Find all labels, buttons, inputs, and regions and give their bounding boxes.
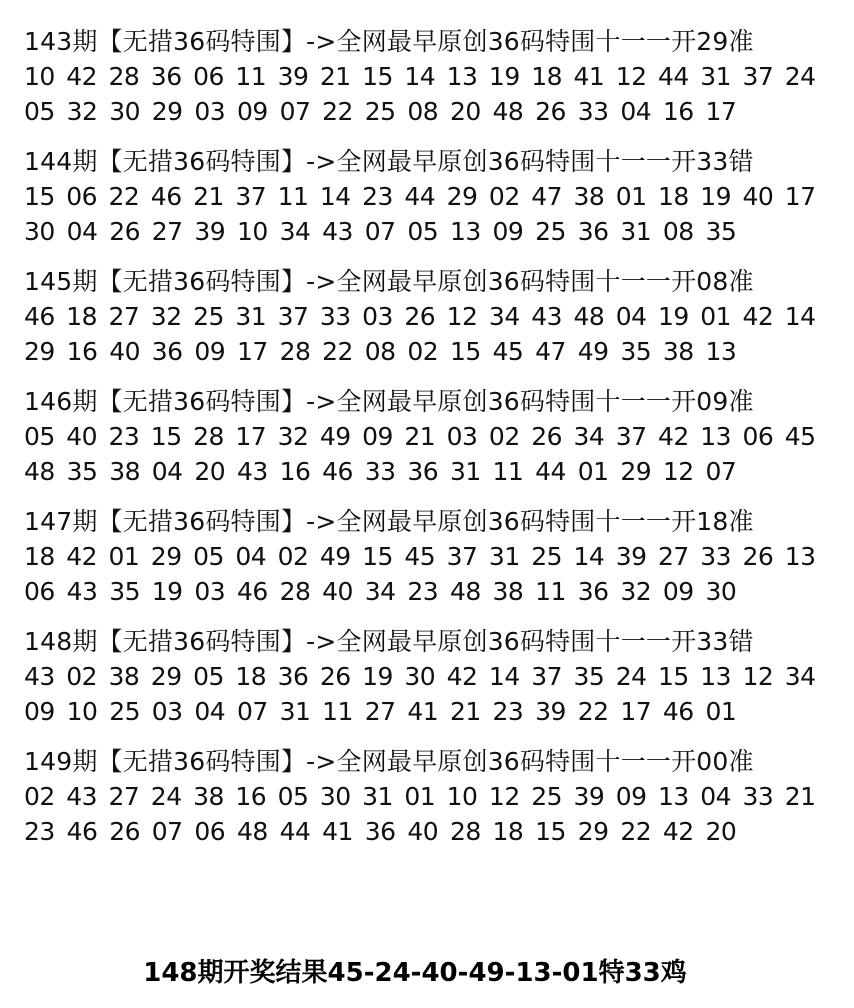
number-cell: 11 (492, 457, 524, 486)
number-cell: 19 (362, 662, 393, 691)
number-row (24, 94, 811, 129)
number-cell: 49 (319, 542, 351, 571)
number-cell: 14 (784, 302, 816, 331)
number-cell: 34 (279, 217, 311, 246)
number-cell: 42 (66, 62, 98, 91)
number-cell: 28 (279, 577, 311, 606)
number-row (24, 694, 811, 729)
number-row (24, 574, 811, 609)
number-cell: 22 (108, 182, 140, 211)
number-cell: 43 (236, 457, 268, 486)
number-cell: 31 (488, 542, 520, 571)
number-cell: 15 (449, 337, 481, 366)
number-cell: 31 (620, 217, 652, 246)
number-cell: 27 (108, 782, 140, 811)
number-cell: 43 (24, 662, 55, 691)
number-cell: 09 (492, 217, 524, 246)
number-cell: 40 (66, 422, 98, 451)
number-cell: 19 (700, 182, 732, 211)
number-row (24, 454, 811, 489)
number-cell: 15 (362, 542, 393, 571)
number-cell: 12 (446, 302, 478, 331)
number-cell: 31 (700, 62, 732, 91)
number-cell: 04 (615, 302, 647, 331)
number-cell: 26 (531, 422, 562, 451)
number-cell: 44 (657, 62, 689, 91)
number-cell: 04 (151, 457, 183, 486)
number-cell: 02 (66, 662, 98, 691)
number-cell: 10 (446, 782, 478, 811)
number-cell: 27 (364, 697, 396, 726)
number-cell: 13 (700, 662, 732, 691)
number-cell: 18 (24, 542, 55, 571)
number-cell: 22 (577, 697, 609, 726)
number-cell: 37 (277, 302, 309, 331)
number-cell: 42 (742, 302, 774, 331)
number-cell: 43 (322, 217, 353, 246)
number-cell: 09 (362, 422, 393, 451)
number-cell: 36 (150, 62, 182, 91)
number-cell: 29 (150, 542, 182, 571)
number-cell: 23 (407, 577, 439, 606)
number-cell: 32 (66, 97, 98, 126)
number-cell: 11 (535, 577, 566, 606)
number-cell: 47 (531, 182, 562, 211)
number-cell: 09 (236, 97, 268, 126)
number-cell: 45 (492, 337, 524, 366)
number-cell: 16 (66, 337, 98, 366)
number-cell: 39 (277, 62, 309, 91)
number-cell: 07 (236, 697, 268, 726)
number-cell: 25 (531, 782, 562, 811)
number-cell: 07 (705, 457, 737, 486)
number-cell: 42 (657, 422, 689, 451)
number-cell: 26 (404, 302, 436, 331)
number-cell: 48 (492, 97, 524, 126)
number-cell: 21 (193, 182, 224, 211)
number-cell: 48 (236, 817, 268, 846)
number-cell: 40 (322, 577, 353, 606)
number-cell: 03 (194, 577, 226, 606)
number-cell: 29 (577, 817, 609, 846)
number-cell: 06 (66, 182, 98, 211)
number-cell: 45 (784, 422, 816, 451)
number-cell: 38 (108, 662, 140, 691)
number-cell: 35 (705, 217, 737, 246)
number-cell: 28 (193, 422, 224, 451)
number-cell: 10 (236, 217, 268, 246)
number-cell: 46 (24, 302, 55, 331)
number-cell: 34 (364, 577, 396, 606)
number-cell: 01 (108, 542, 140, 571)
number-cell: 06 (742, 422, 774, 451)
number-cell: 40 (109, 337, 140, 366)
number-cell: 26 (109, 217, 140, 246)
number-cell: 37 (742, 62, 774, 91)
number-cell: 42 (446, 662, 478, 691)
number-cell: 39 (615, 542, 647, 571)
number-cell: 37 (446, 542, 478, 571)
number-cell: 34 (784, 662, 816, 691)
number-cell: 07 (364, 217, 396, 246)
number-cell: 22 (620, 817, 652, 846)
number-cell: 17 (620, 697, 652, 726)
number-cell: 48 (573, 302, 605, 331)
number-cell: 27 (151, 217, 183, 246)
number-cell: 46 (150, 182, 182, 211)
number-cell: 35 (109, 577, 140, 606)
number-cell: 47 (535, 337, 566, 366)
number-cell: 21 (449, 697, 481, 726)
number-cell: 23 (24, 817, 55, 846)
number-cell: 18 (235, 662, 267, 691)
number-cell: 23 (492, 697, 524, 726)
number-cell: 18 (531, 62, 562, 91)
number-cell: 12 (662, 457, 694, 486)
number-cell: 42 (662, 817, 694, 846)
number-cell: 14 (404, 62, 436, 91)
number-cell: 46 (662, 697, 694, 726)
number-cell: 21 (784, 782, 816, 811)
number-cell: 44 (404, 182, 436, 211)
number-cell: 23 (362, 182, 393, 211)
number-cell: 42 (66, 542, 98, 571)
number-cell: 36 (407, 457, 439, 486)
number-row (24, 299, 816, 334)
number-cell: 35 (573, 662, 605, 691)
number-cell: 48 (24, 457, 55, 486)
number-cell: 06 (24, 577, 55, 606)
number-cell: 19 (488, 62, 520, 91)
number-row (24, 334, 811, 369)
number-cell: 41 (407, 697, 439, 726)
number-cell: 35 (66, 457, 98, 486)
number-cell: 04 (620, 97, 652, 126)
number-cell: 46 (66, 817, 98, 846)
number-cell: 25 (364, 97, 396, 126)
number-cell: 12 (615, 62, 647, 91)
number-cell: 25 (193, 302, 224, 331)
number-cell: 10 (66, 697, 98, 726)
number-cell: 02 (277, 542, 309, 571)
number-row (24, 59, 816, 94)
number-cell: 20 (705, 817, 737, 846)
number-cell: 32 (277, 422, 309, 451)
number-cell: 04 (194, 697, 226, 726)
number-cell: 29 (446, 182, 478, 211)
number-cell: 02 (24, 782, 55, 811)
period-header: 147期【无措36码特围】->全网最早原创36码特围十一一开18准 (24, 507, 754, 536)
number-cell: 33 (364, 457, 396, 486)
number-cell: 13 (446, 62, 478, 91)
number-cell: 13 (784, 542, 816, 571)
period-block (24, 744, 834, 849)
number-cell: 38 (662, 337, 694, 366)
number-cell: 06 (194, 817, 226, 846)
number-cell: 21 (319, 62, 351, 91)
number-row (24, 179, 816, 214)
period-header: 145期【无措36码特围】->全网最早原创36码特围十一一开08准 (24, 267, 754, 296)
number-cell: 44 (535, 457, 566, 486)
number-cell: 30 (24, 217, 55, 246)
number-cell: 24 (784, 62, 816, 91)
number-cell: 19 (657, 302, 689, 331)
number-cell: 23 (108, 422, 140, 451)
number-cell: 09 (662, 577, 694, 606)
number-cell: 31 (449, 457, 481, 486)
number-cell: 34 (573, 422, 605, 451)
number-cell: 01 (404, 782, 436, 811)
number-cell: 09 (24, 697, 55, 726)
number-cell: 12 (742, 662, 774, 691)
number-cell: 28 (449, 817, 481, 846)
number-cell: 45 (404, 542, 436, 571)
number-row (24, 659, 816, 694)
period-header: 144期【无措36码特围】->全网最早原创36码特围十一一开33错 (24, 147, 754, 176)
number-cell: 46 (236, 577, 268, 606)
number-cell: 39 (194, 217, 226, 246)
number-cell: 43 (66, 782, 98, 811)
number-cell: 36 (151, 337, 183, 366)
number-cell: 13 (705, 337, 737, 366)
number-cell: 43 (66, 577, 98, 606)
number-cell: 39 (573, 782, 605, 811)
number-cell: 17 (236, 337, 268, 366)
number-cell: 05 (24, 97, 55, 126)
number-cell: 31 (235, 302, 267, 331)
number-cell: 20 (194, 457, 226, 486)
number-cell: 33 (742, 782, 774, 811)
number-cell: 15 (657, 662, 689, 691)
number-cell: 17 (235, 422, 267, 451)
prediction-list (24, 24, 834, 864)
number-cell: 22 (322, 337, 353, 366)
number-cell: 36 (577, 217, 609, 246)
number-cell: 03 (362, 302, 393, 331)
number-cell: 03 (151, 697, 183, 726)
number-cell: 26 (535, 97, 566, 126)
number-cell: 15 (535, 817, 566, 846)
period-header: 143期【无措36码特围】->全网最早原创36码特围十一一开29准 (24, 27, 754, 56)
number-cell: 22 (322, 97, 353, 126)
number-cell: 27 (657, 542, 689, 571)
number-cell: 21 (404, 422, 436, 451)
number-cell: 25 (109, 697, 140, 726)
number-cell: 39 (535, 697, 566, 726)
number-cell: 09 (615, 782, 647, 811)
number-row (24, 539, 816, 574)
number-cell: 49 (577, 337, 609, 366)
number-row (24, 779, 816, 814)
period-block (24, 504, 834, 609)
number-cell: 04 (235, 542, 267, 571)
number-cell: 44 (279, 817, 311, 846)
period-block (24, 264, 834, 369)
number-cell: 05 (193, 542, 224, 571)
number-cell: 31 (362, 782, 393, 811)
number-cell: 29 (151, 97, 183, 126)
number-cell: 29 (150, 662, 182, 691)
number-cell: 10 (24, 62, 55, 91)
number-cell: 16 (235, 782, 267, 811)
number-cell: 37 (531, 662, 562, 691)
period-header: 148期【无措36码特围】->全网最早原创36码特围十一一开33错 (24, 627, 754, 656)
number-cell: 15 (150, 422, 182, 451)
number-cell: 11 (322, 697, 353, 726)
number-cell: 26 (742, 542, 774, 571)
number-cell: 40 (407, 817, 439, 846)
number-cell: 33 (700, 542, 732, 571)
number-cell: 08 (662, 217, 694, 246)
number-cell: 01 (700, 302, 732, 331)
number-cell: 36 (364, 817, 396, 846)
number-cell: 04 (66, 217, 98, 246)
number-cell: 29 (24, 337, 55, 366)
number-cell: 17 (705, 97, 737, 126)
number-cell: 18 (657, 182, 689, 211)
number-cell: 30 (705, 577, 737, 606)
number-cell: 28 (279, 337, 311, 366)
number-cell: 03 (194, 97, 226, 126)
number-cell: 35 (620, 337, 652, 366)
period-block (24, 24, 834, 129)
period-block (24, 624, 834, 729)
number-cell: 24 (615, 662, 647, 691)
number-cell: 11 (235, 62, 267, 91)
number-cell: 20 (449, 97, 481, 126)
number-cell: 37 (615, 422, 647, 451)
number-cell: 05 (193, 662, 224, 691)
number-cell: 04 (700, 782, 732, 811)
number-cell: 31 (279, 697, 311, 726)
number-cell: 33 (577, 97, 609, 126)
number-cell: 41 (322, 817, 353, 846)
number-cell: 46 (322, 457, 353, 486)
number-cell: 41 (573, 62, 605, 91)
number-cell: 18 (66, 302, 98, 331)
number-cell: 28 (108, 62, 140, 91)
number-cell: 26 (319, 662, 351, 691)
number-cell: 26 (109, 817, 140, 846)
number-cell: 03 (446, 422, 478, 451)
number-cell: 36 (277, 662, 309, 691)
number-cell: 38 (573, 182, 605, 211)
number-cell: 25 (531, 542, 562, 571)
number-cell: 13 (657, 782, 689, 811)
number-cell: 08 (364, 337, 396, 366)
number-cell: 49 (319, 422, 351, 451)
number-cell: 02 (488, 422, 520, 451)
number-cell: 30 (404, 662, 436, 691)
number-cell: 07 (279, 97, 311, 126)
number-cell: 18 (492, 817, 524, 846)
period-block (24, 144, 834, 249)
number-cell: 01 (577, 457, 609, 486)
number-row (24, 419, 816, 454)
number-cell: 25 (535, 217, 566, 246)
number-cell: 38 (193, 782, 224, 811)
number-cell: 38 (109, 457, 140, 486)
number-cell: 43 (531, 302, 562, 331)
number-cell: 30 (109, 97, 140, 126)
number-cell: 29 (620, 457, 652, 486)
number-cell: 01 (705, 697, 737, 726)
number-cell: 12 (488, 782, 520, 811)
number-cell: 27 (108, 302, 140, 331)
number-cell: 34 (488, 302, 520, 331)
number-cell: 05 (407, 217, 439, 246)
number-cell: 32 (150, 302, 182, 331)
number-cell: 15 (24, 182, 55, 211)
number-cell: 15 (362, 62, 393, 91)
number-cell: 14 (319, 182, 351, 211)
number-cell: 32 (620, 577, 652, 606)
period-header: 146期【无措36码特围】->全网最早原创36码特围十一一开09准 (24, 387, 754, 416)
number-cell: 33 (319, 302, 351, 331)
number-cell: 06 (193, 62, 224, 91)
number-cell: 38 (492, 577, 524, 606)
number-cell: 24 (150, 782, 182, 811)
number-cell: 14 (573, 542, 605, 571)
number-cell: 19 (151, 577, 183, 606)
number-cell: 01 (615, 182, 647, 211)
number-row (24, 214, 811, 249)
number-cell: 02 (488, 182, 520, 211)
number-cell: 16 (279, 457, 311, 486)
number-cell: 40 (742, 182, 774, 211)
number-cell: 07 (151, 817, 183, 846)
number-row (24, 814, 811, 849)
number-cell: 05 (24, 422, 55, 451)
number-cell: 48 (449, 577, 481, 606)
number-cell: 09 (194, 337, 226, 366)
number-cell: 02 (407, 337, 439, 366)
number-cell: 05 (277, 782, 309, 811)
number-cell: 08 (407, 97, 439, 126)
number-cell: 36 (577, 577, 609, 606)
number-cell: 14 (488, 662, 520, 691)
number-cell: 13 (449, 217, 481, 246)
number-cell: 37 (235, 182, 267, 211)
period-block (24, 384, 834, 489)
draw-result-footer: 148期开奖结果45-24-40-49-13-01特33鸡 (143, 958, 687, 988)
number-cell: 13 (700, 422, 732, 451)
number-cell: 30 (319, 782, 351, 811)
period-header: 149期【无措36码特围】->全网最早原创36码特围十一一开00准 (24, 747, 754, 776)
number-cell: 16 (662, 97, 694, 126)
number-cell: 17 (784, 182, 816, 211)
number-cell: 11 (277, 182, 309, 211)
